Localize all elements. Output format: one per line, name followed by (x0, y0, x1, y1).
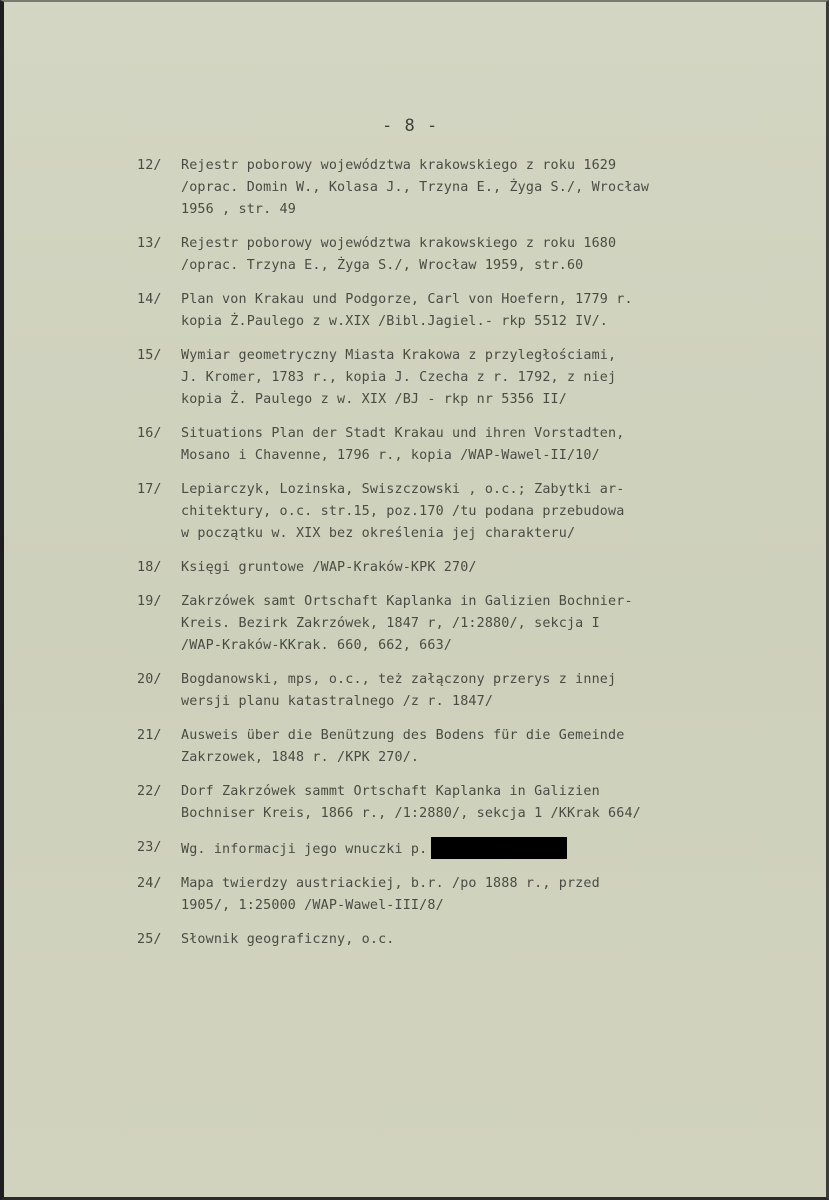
reference-number: 20/ (137, 672, 162, 687)
reference-number: 12/ (137, 158, 162, 173)
reference-list (137, 155, 777, 963)
reference-number: 19/ (137, 594, 162, 609)
reference-number: 16/ (137, 426, 162, 441)
reference-text: Wg. informacji jego wnuczki p. (181, 842, 428, 857)
reference-item (137, 289, 777, 333)
reference-text: Zakrzówek samt Ortschaft Kaplanka in Galizien Bochnier- Kreis. Bezirk Zakrzówek, 1847 r, /1:2880/, sekcja I /WAP-Kraków-KKrak. 660, 662, 663/ (181, 594, 633, 653)
reference-item (137, 557, 777, 579)
reference-number: 23/ (137, 840, 162, 855)
reference-text: Plan von Krakau und Podgorze, Carl von Hoefern, 1779 r. kopia Ż.Paulego z w.XIX /Bibl.Jagiel.- rkp 5512 IV/. (181, 292, 633, 329)
reference-item (137, 345, 777, 411)
reference-number: 25/ (137, 932, 162, 947)
reference-number: 24/ (137, 876, 162, 891)
reference-text: Księgi gruntowe /WAP-Kraków-KPK 270/ (181, 560, 477, 575)
reference-text: Rejestr poborowy województwa krakowskiego z roku 1680 /oprac. Trzyna E., Żyga S./, Wrocław 1959, str.60 (181, 236, 617, 273)
page-number: - 8 - (382, 116, 439, 136)
reference-item (137, 873, 777, 917)
reference-number: 18/ (137, 560, 162, 575)
reference-item (137, 725, 777, 769)
reference-number: 14/ (137, 292, 162, 307)
reference-text: Wymiar geometryczny Miasta Krakowa z przyległościami, J. Kromer, 1783 r., kopia J. Czecha z r. 1792, z niej kopia Ż. Paulego z w. XIX /BJ - rkp nr 5356 II/ (181, 348, 617, 407)
reference-text: Dorf Zakrzówek sammt Ortschaft Kaplanka in Galizien Bochniser Kreis, 1866 r., /1:2880/, sekcja 1 /KKrak 664/ (181, 784, 641, 821)
reference-text: Rejestr poborowy województwa krakowskiego z roku 1629 /oprac. Domin W., Kolasa J., Trzyna E., Żyga S./, Wrocław 1956 , str. 49 (181, 158, 650, 217)
reference-number: 15/ (137, 348, 162, 363)
reference-number: 21/ (137, 728, 162, 743)
reference-text: Słownik geograficzny, o.c. (181, 932, 395, 947)
reference-text: Mapa twierdzy austriackiej, b.r. /po 1888 r., przed 1905/, 1:25000 /WAP-Wawel-III/8/ (181, 876, 600, 913)
reference-text: Lepiarczyk, Lozinska, Swiszczowski , o.c.; Zabytki ar- chitektury, o.c. str.15, poz.170 /tu podana przebudowa w początku w. XIX bez określenia jej charakteru/ (181, 482, 625, 541)
reference-item (137, 929, 777, 951)
reference-item (137, 479, 777, 545)
reference-number: 22/ (137, 784, 162, 799)
reference-number: 17/ (137, 482, 162, 497)
reference-text: Bogdanowski, mps, o.c., też załączony przerys z innej wersji planu katastralnego /z r. 1847/ (181, 672, 617, 709)
redaction-box (431, 837, 567, 859)
reference-item (137, 155, 777, 221)
reference-text: Ausweis über die Benützung des Bodens für die Gemeinde Zakrzowek, 1848 r. /KPK 270/. (181, 728, 625, 765)
reference-number: 13/ (137, 236, 162, 251)
reference-item (137, 591, 777, 657)
reference-item (137, 781, 777, 825)
reference-text-with-redaction (181, 837, 777, 861)
reference-item (137, 423, 777, 467)
reference-item (137, 233, 777, 277)
reference-item (137, 837, 777, 861)
reference-item (137, 669, 777, 713)
reference-text: Situations Plan der Stadt Krakau und ihren Vorstadten, Mosano i Chavenne, 1796 r., kopia /WAP-Wawel-II/10/ (181, 426, 625, 463)
